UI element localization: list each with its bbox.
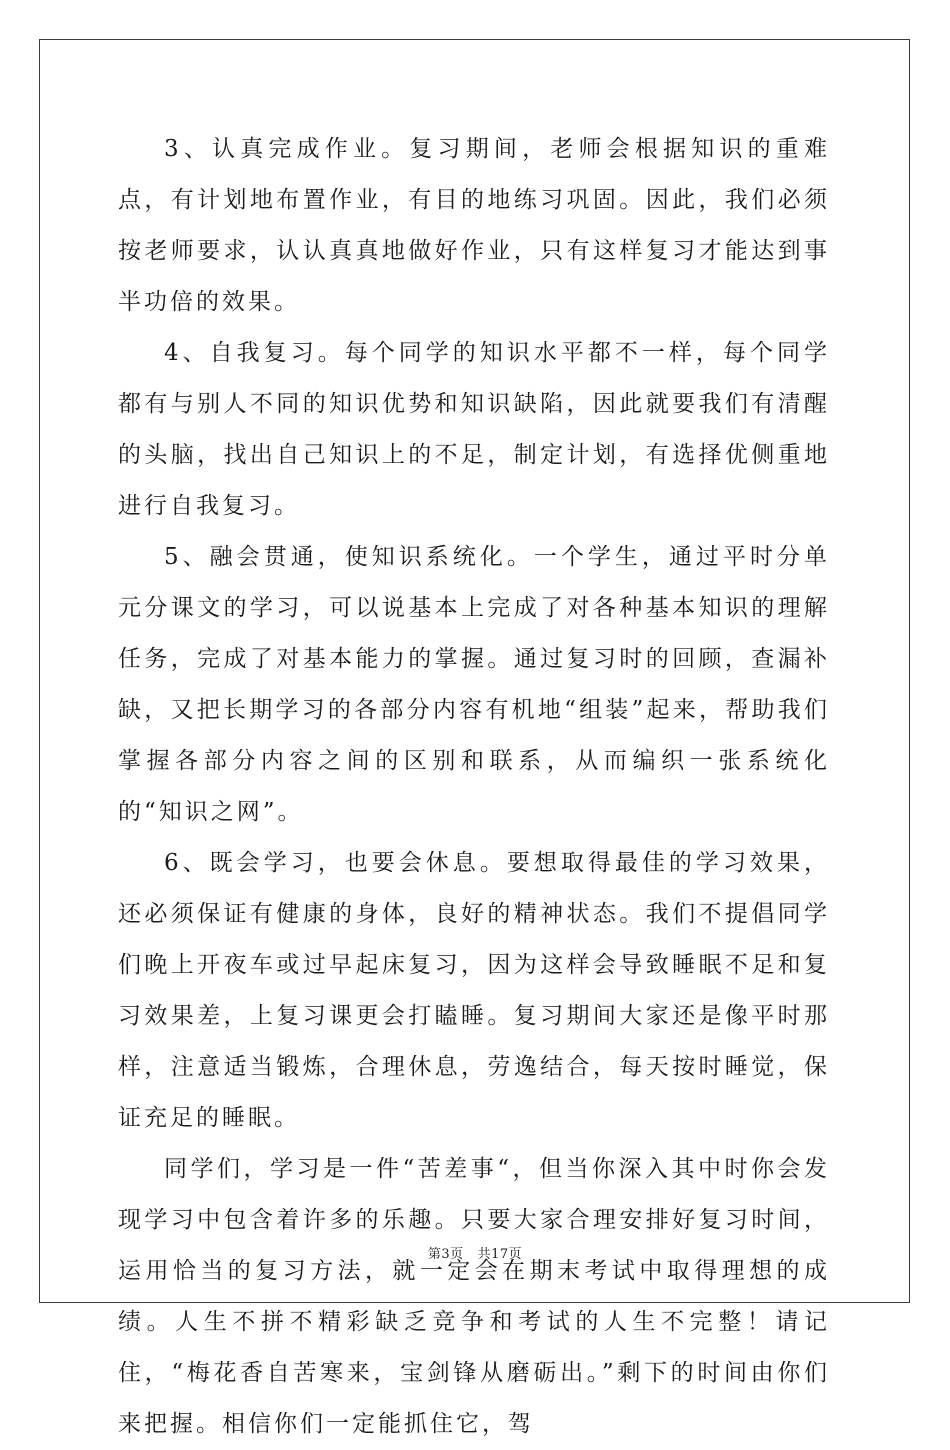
page-footer	[0, 1243, 950, 1262]
paragraph-5: 5、融会贯通，使知识系统化。一个学生，通过平时分单元分课文的学习，可以说基本上完成了对各种基本知识的理解任务，完成了对基本能力的掌握。通过复习时的回顾，查漏补缺，又把长期学习的各部分内容有机地“组装”起来，帮助我们掌握各部分内容之间的区别和联系，从而编织一张系统化的“知识之网”。	[118, 544, 830, 825]
paragraph-4: 4、自我复习。每个同学的知识水平都不一样，每个同学都有与别人不同的知识优势和知识缺陷，因此就要我们有清醒的头脑，找出自己知识上的不足，制定计划，有选择优侧重地进行自我复习。	[118, 340, 830, 519]
page-total: 共17页	[477, 1247, 523, 1262]
paragraph-3: 3、认真完成作业。复习期间，老师会根据知识的重难点，有计划地布置作业，有目的地练习巩固。因此，我们必须按老师要求，认认真真地做好作业，只有这样复习才能达到事半功倍的效果。	[118, 136, 830, 315]
page-number: 第3页	[427, 1247, 464, 1262]
paragraph-closing: 同学们，学习是一件“苦差事“，但当你深入其中时你会发现学习中包含着许多的乐趣。只要大家合理安排好复习时间，运用恰当的复习方法，就一定会在期末考试中取得理想的成绩。人生不拼不精彩缺乏竞争和考试的人生不完整！请记住，“梅花香自苦寒来，宝剑锋从磨砺出。”剩下的时间由你们来把握。相信你们一定能抓住它，驾	[118, 1156, 830, 1437]
paragraph-6: 6、既会学习，也要会休息。要想取得最佳的学习效果，还必须保证有健康的身体，良好的精神状态。我们不提倡同学们晚上开夜车或过早起床复习，因为这样会导致睡眠不足和复习效果差，上复习课更会打瞌睡。复习期间大家还是像平时那样，注意适当锻炼，合理休息，劳逸结合，每天按时睡觉，保证充足的睡眠。	[118, 850, 830, 1131]
